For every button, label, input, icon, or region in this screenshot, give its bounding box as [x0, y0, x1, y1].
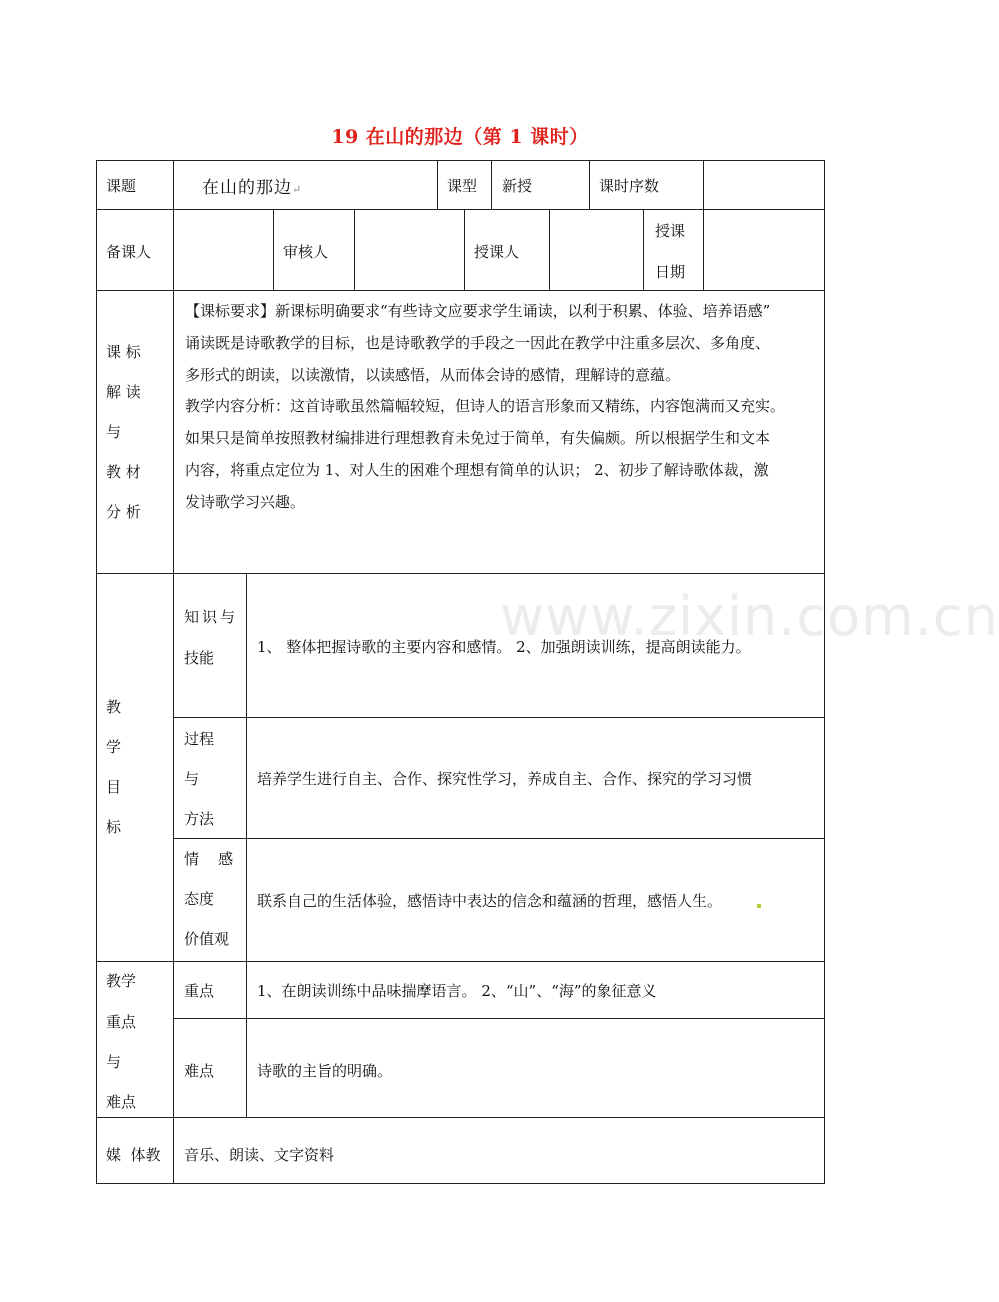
analysis-line: 多形式的朗读，以读激情，以读感悟，从而体会诗的感情，理解诗的意蕴。	[185, 365, 681, 384]
emotion-label-line: 情 感	[184, 850, 234, 868]
analysis-label-line: 分 析	[106, 503, 141, 521]
knowledge-text: 1、 整体把握诗歌的主要内容和感情。 2、加强朗读训练，提高朗读能力。	[257, 638, 751, 656]
objectives-label-line: 教	[106, 698, 122, 716]
type-value: 新授	[502, 177, 533, 195]
teacher-label: 授课人	[474, 243, 520, 261]
analysis-label-line: 教 材	[106, 463, 141, 481]
cell-teacher-value	[549, 209, 644, 291]
date-label-line2: 日期	[655, 263, 686, 281]
watermark: www.zixin.com.cn	[500, 585, 999, 648]
analysis-line: 发诗歌学习兴趣。	[185, 492, 306, 511]
process-label-line: 与	[184, 770, 200, 788]
knowledge-label-line: 技能	[184, 649, 215, 667]
page-title: 19 在山的那边（第 1 课时）	[331, 126, 589, 148]
difficult-label: 难点	[184, 1062, 215, 1080]
reviewer-label: 审核人	[283, 243, 329, 261]
cell-period-value	[703, 160, 825, 210]
period-label: 课时序数	[599, 177, 660, 195]
process-label-line: 方法	[184, 810, 215, 828]
objectives-label-line: 标	[106, 818, 122, 836]
keypoints-label-line: 与	[106, 1053, 122, 1071]
analysis-label-line: 课 标	[106, 343, 141, 361]
analysis-label-line: 与	[106, 423, 122, 441]
analysis-line: 内容，将重点定位为 1、对人生的困难个理想有简单的认识； 2、初步了解诗歌体裁，激	[185, 460, 769, 479]
cell-date-value	[703, 209, 825, 291]
topic-value	[202, 173, 301, 198]
analysis-line: 如果只是简单按照教材编排进行理想教育未免过于简单，有失偏颇。所以根据学生和文本	[185, 429, 771, 448]
return-mark: ↵	[292, 183, 302, 196]
objectives-label-line: 目	[106, 778, 122, 796]
cell-preparer-value	[173, 209, 274, 291]
analysis-line: 【课标要求】新课标明确要求“有些诗文应要求学生诵读，以利于积累、体验、培养语感”	[185, 302, 771, 320]
cell-reviewer-value	[354, 209, 465, 291]
preparer-label: 备课人	[106, 243, 152, 261]
difficult-text: 诗歌的主旨的明确。	[257, 1062, 393, 1080]
process-label-line: 过程	[184, 730, 215, 748]
type-label: 课型	[447, 177, 478, 195]
topic-label: 课题	[106, 177, 137, 195]
emotion-text: 联系自己的生活体验，感悟诗中表达的信念和蕴涵的哲理，感悟人生。	[257, 892, 723, 910]
analysis-line: 诵读既是诗歌教学的目标，也是诗歌教学的手段之一因此在教学中注重多层次、多角度、	[185, 333, 771, 352]
key-text: 1、在朗读训练中品味揣摩语言。 2、“山”、“海”的象征意义	[257, 982, 657, 1000]
media-text: 音乐、朗读、文字资料	[184, 1146, 335, 1164]
key-label: 重点	[184, 982, 215, 1000]
cell-objectives-label	[96, 573, 174, 962]
analysis-label-line: 解 读	[106, 383, 141, 401]
date-label-line1: 授课	[655, 222, 686, 240]
keypoints-label-line: 难点	[106, 1093, 137, 1111]
media-label: 媒 体教	[106, 1146, 161, 1164]
objectives-label-line: 学	[106, 738, 122, 756]
knowledge-label-line: 知识与	[184, 608, 239, 626]
cell-knowledge-label	[173, 573, 247, 718]
emotion-label-line: 态度	[184, 890, 215, 908]
keypoints-label-line: 重点	[106, 1013, 137, 1031]
keypoints-label-line: 教学	[106, 972, 137, 990]
emotion-label-line: 价值观	[184, 930, 230, 948]
analysis-text	[185, 296, 821, 519]
analysis-line: 教学内容分析：这首诗歌虽然篇幅较短，但诗人的语言形象而又精练，内容饱满而又充实。	[185, 397, 786, 416]
topic-handwritten-text: 在山的那边	[202, 178, 292, 198]
process-text: 培养学生进行自主、合作、探究性学习，养成自主、合作、探究的学习习惯	[257, 770, 753, 788]
edit-mark-dot	[757, 904, 761, 908]
